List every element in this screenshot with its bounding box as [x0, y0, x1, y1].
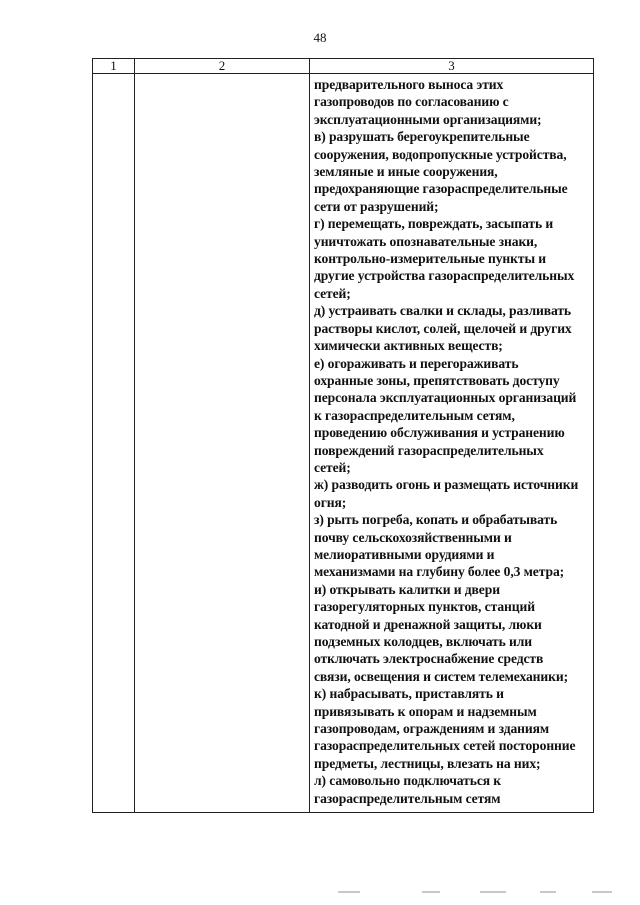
text-line: сетей; [314, 459, 351, 475]
text-line: сооружения, водопропускные устройства, [314, 146, 567, 162]
table-row [93, 74, 594, 813]
page-number: 48 [313, 30, 327, 45]
table-header-row [93, 59, 594, 74]
text-line: связи, освещения и систем телемеханики; [314, 668, 569, 684]
text-line: подземных колодцев, включать или [314, 634, 532, 649]
text-line: уничтожать опознавательные знаки, [314, 233, 538, 249]
text-line: повреждений газораспределительных [314, 442, 544, 458]
cell-column-1 [93, 74, 135, 813]
cell-column-2 [135, 74, 310, 813]
text-line: механизмами на глубину более 0,3 метра; [314, 564, 565, 580]
text-line: газопроводов по согласованию с [314, 94, 509, 110]
text-line: персонала эксплуатационных организаций [314, 390, 577, 406]
text-line: привязывать к опорам и надземным [314, 703, 537, 719]
text-line: л) самовольно подключаться к [314, 773, 502, 789]
text-line: отключать электроснабжение средств [314, 651, 544, 667]
text-line: эксплуатационными организациями; [314, 111, 542, 127]
text-line: газорегуляторных пунктов, станций [314, 599, 535, 615]
text-line: к газораспределительным сетям, [314, 407, 515, 423]
text-line: земляные и иные сооружения, [314, 164, 498, 180]
scan-artifact-marks [330, 891, 620, 895]
text-line: сети от разрушений; [314, 198, 439, 214]
text-line: ж) разводить огонь и размещать источники [314, 477, 579, 493]
text-line: химически активных веществ; [314, 338, 503, 354]
text-line: е) огораживать и перегораживать [314, 355, 519, 371]
text-line: и) открывать калитки и двери [314, 581, 500, 597]
text-line: контрольно-измерительные пункты и [314, 251, 546, 267]
column-header-2: 2 [135, 59, 310, 74]
text-line: сетей; [314, 285, 351, 301]
text-line: газораспределительных сетей посторонние [314, 738, 576, 754]
text-line: проведению обслуживания и устранению [314, 425, 565, 441]
document-table [92, 58, 594, 813]
text-line: предохраняющие газораспределительные [314, 181, 568, 197]
text-line: мелиоративными орудиями и [314, 546, 495, 562]
text-line: предварительного выноса этих [314, 77, 504, 92]
text-line: в) разрушать берегоукрепительные [314, 129, 530, 145]
text-line: огня; [314, 494, 347, 510]
column-header-3: 3 [310, 59, 594, 74]
text-line: растворы кислот, солей, щелочей и других [314, 320, 572, 336]
text-line: другие устройства газораспределительных [314, 268, 575, 284]
text-line: почву сельскохозяйственными и [314, 529, 512, 545]
column-3-text [310, 74, 593, 807]
column-header-1: 1 [93, 59, 135, 74]
text-line: предметы, лестницы, влезать на них; [314, 755, 541, 771]
text-line: охранные зоны, препятствовать доступу [314, 372, 560, 388]
text-line: г) перемещать, повреждать, засыпать и [314, 216, 554, 232]
cell-column-3 [310, 74, 594, 813]
text-line: газопроводам, ограждениям и зданиям [314, 721, 550, 737]
text-line: з) рыть погреба, копать и обрабатывать [314, 512, 558, 528]
text-line: д) устраивать свалки и склады, разливать [314, 303, 572, 319]
text-line: к) набрасывать, приставлять и [314, 686, 504, 702]
text-line: катодной и дренажной защиты, люки [314, 616, 542, 632]
text-line: газораспределительным сетям [314, 790, 501, 806]
